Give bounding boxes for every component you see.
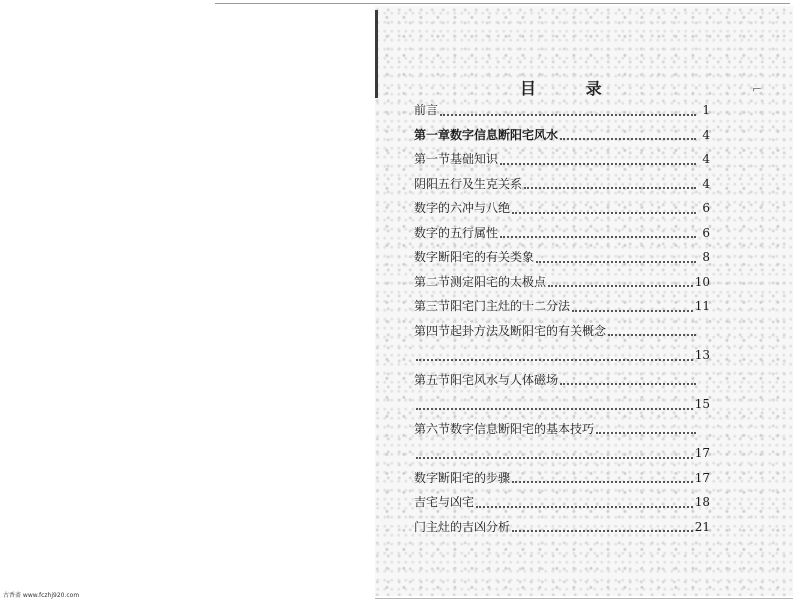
toc-entry[interactable] [414,417,710,442]
toc-entry[interactable] [414,245,710,270]
bottom-border-line [375,598,793,599]
toc-entry[interactable] [414,98,710,123]
toc-leader-dots [512,530,693,532]
toc-entry-title: 数字断阳宅的步骤 [414,470,511,485]
toc-leader-dots [416,359,693,361]
toc-leader-dots [548,285,693,287]
toc-entry[interactable] [414,221,710,246]
toc-entry-page: 18 [694,495,710,509]
toc-entry-page: 6 [702,201,710,215]
toc-leader-dots [608,334,696,336]
toc-entry[interactable] [414,343,710,368]
toc-entry-page: 15 [694,397,710,411]
toc-leader-dots [440,114,696,116]
toc-entry-title: 数字断阳宅的有关类象 [414,250,535,264]
toc-entry-title: 第二节测定阳宅的太极点 [414,274,547,289]
toc-entry-title: 数字的六冲与八绝 [414,201,511,215]
toc-leader-dots [596,432,696,434]
toc-entry-title: 第一节基础知识 [414,152,499,166]
toc-entry-title: 数字的五行属性 [414,225,499,240]
toc-entry[interactable] [414,196,710,221]
toc-entry-page: 17 [694,446,710,460]
toc-entry-page: 1 [702,103,710,117]
table-of-contents [414,98,710,539]
toc-entry-title: 阴阳五行及生克关系 [414,176,523,191]
toc-entry-title: 第三节阳宅门主灶的十二分法 [414,299,571,313]
toc-entry[interactable] [414,172,710,197]
toc-entry[interactable] [414,392,710,417]
toc-entry-page: 11 [694,299,710,313]
toc-entry-title: 第四节起卦方法及断阳宅的有关概念 [414,323,607,338]
toc-entry-title: 吉宅与凶宅 [414,495,475,509]
toc-entry[interactable] [414,123,710,148]
toc-leader-dots [560,383,696,385]
toc-entry-title: 第六节数字信息断阳宅的基本技巧 [414,421,595,436]
toc-leader-dots [500,163,696,165]
top-border-line [215,3,790,4]
toc-entry[interactable] [414,490,710,515]
toc-entry[interactable] [414,466,710,491]
toc-entry-page: 13 [694,348,710,362]
toc-leader-dots [416,408,693,410]
toc-leader-dots [572,310,693,312]
toc-entry-page: 10 [694,274,710,289]
toc-entry-page: 4 [702,176,710,191]
toc-entry-page: 17 [694,470,710,485]
toc-entry[interactable] [414,368,710,393]
page-binding-edge [375,10,378,98]
toc-entry[interactable] [414,294,710,319]
toc-leader-dots [524,187,696,189]
toc-entry-title: 门主灶的吉凶分析 [414,519,511,534]
toc-leader-dots [512,212,696,214]
toc-entry[interactable] [414,319,710,344]
toc-entry[interactable] [414,441,710,466]
toc-entry-title: 第五节阳宅风水与人体磁场 [414,372,559,387]
toc-entry-title: 前言 [414,103,439,117]
toc-entry[interactable] [414,147,710,172]
toc-entry-page: 6 [702,225,710,240]
toc-entry-page: 4 [702,127,710,142]
toc-entry[interactable] [414,270,710,295]
toc-leader-dots [560,138,696,140]
toc-entry-title: 第一章数字信息断阳宅风水 [414,127,559,142]
toc-entry-page: 21 [694,519,710,534]
toc-leader-dots [536,261,696,263]
toc-leader-dots [476,506,693,508]
toc-leader-dots [416,457,693,459]
toc-leader-dots [500,236,696,238]
footer-watermark: 古香斋 www.fczhj920.com [3,592,80,599]
toc-leader-dots [512,481,693,483]
toc-entry-page: 4 [702,152,710,166]
toc-entry-page: 8 [702,250,710,264]
toc-entry[interactable] [414,515,710,540]
toc-title: 目 录 [520,79,624,98]
scan-mark-icon: ⌐ [752,82,763,96]
